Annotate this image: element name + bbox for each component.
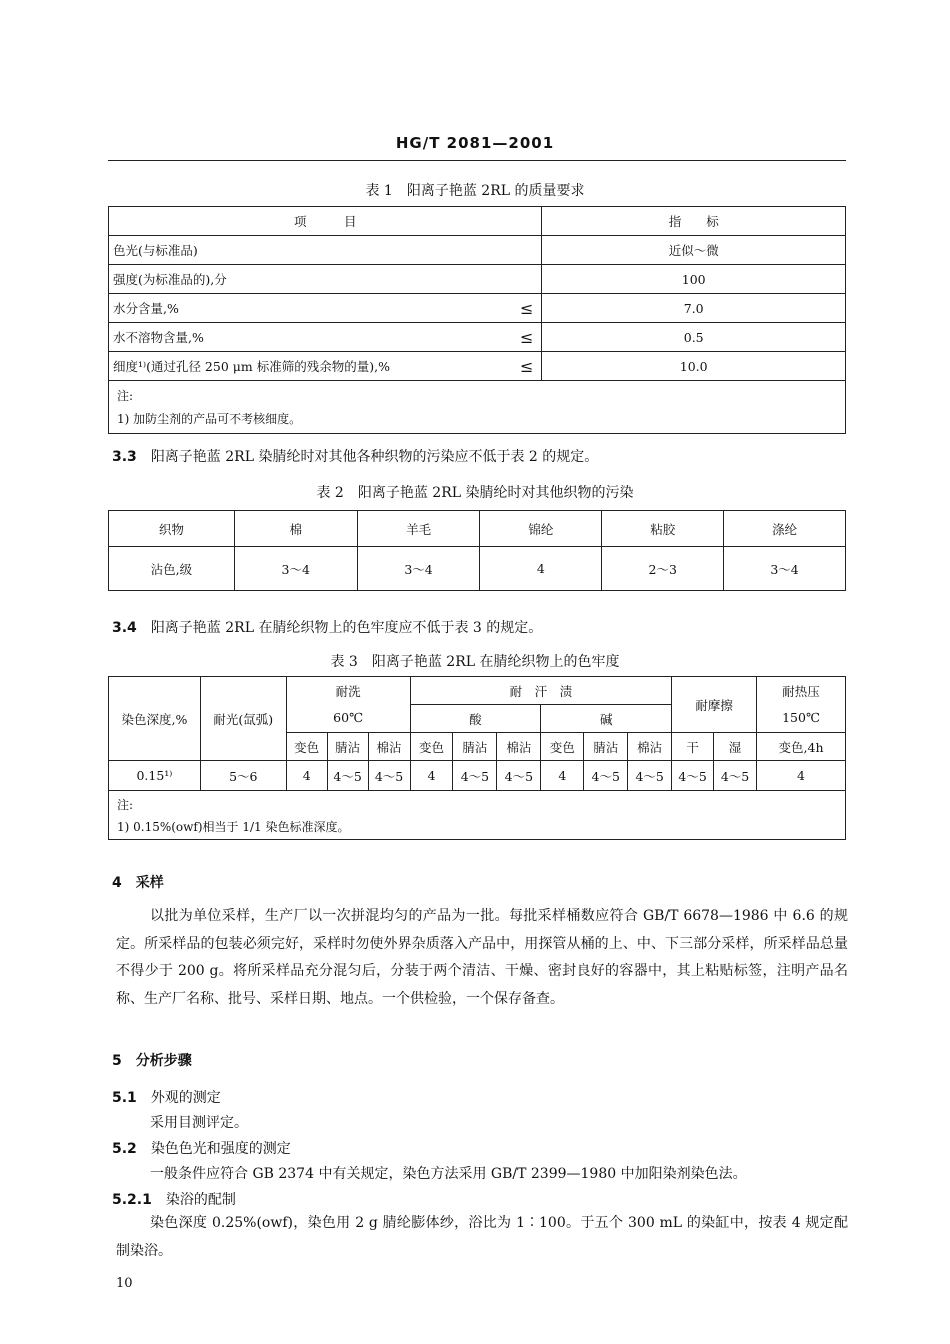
table-row — [109, 294, 846, 323]
table1-value: 7.0 — [542, 294, 846, 323]
table3: 染色深度,% 耐光(氙弧) 耐洗 60℃ 耐 汗 渍 耐摩擦 耐热压 150℃ 酸 碱 变色 腈沾 棉沾 变色 腈沾 棉沾 变色 腈沾 棉沾 干 湿 变色,4h 0.15¹⁾ 5～6 4 4～5 4～5 4 4～5 4～5 4 4～5 4～5 4～5 4～5 4 注: 1) 0.15%(owf)相当于 1/1 染色标准深度。 — [108, 676, 846, 840]
le-sign: ≤ — [520, 328, 534, 347]
section-4-paragraph: 以批为单位采样，生产厂以一次拼混均匀的产品为一批。每批采样桶数应符合 GB/T 6678—1986 中 6.6 的规定。所采样品的包装必须完好，采样时勿使外界杂质落入产品中，用探管从桶的上、中、下三部分采样，所采样品总量不得少于 200 g。将所采样品充分混匀后，分装于两个清洁、干燥、密封良好的容器中，其上粘贴标签，注明产品名称、生产厂名称、批号、采样日期、地点。一个供检验，一个保存备查。 — [116, 908, 848, 1007]
table-row — [109, 236, 846, 265]
table1-item: 色光(与标准品) — [113, 243, 198, 258]
table1-value: 100 — [542, 265, 846, 294]
section-3-4: 3.4 阳离子艳蓝 2RL 在腈纶织物上的色牢度应不低于表 3 的规定。 — [112, 620, 543, 636]
section-3-3: 3.3 阳离子艳蓝 2RL 染腈纶时对其他各种织物的污染应不低于表 2 的规定。 — [112, 449, 599, 465]
section-5: 5 分析步骤 — [112, 1053, 192, 1069]
table1-value: 10.0 — [542, 352, 846, 381]
section-4: 4 采样 — [112, 875, 164, 891]
table1-header-item: 项 目 — [109, 207, 542, 236]
section-5-2-1: 5.2.1 染浴的配制 — [112, 1192, 236, 1208]
table1-note: 注: 1) 加防尘剂的产品可不考核细度。 — [109, 381, 846, 434]
section-5-2: 5.2 染色色光和强度的测定 — [112, 1141, 291, 1157]
section-5-2-1-paragraph: 染色深度 0.25%(owf)，染色用 2 g 腈纶膨体纱，浴比为 1∶100。于五个 300 mL 的染缸中，按表 4 规定配制染浴。 — [116, 1215, 848, 1259]
table1-item: 水不溶物含量,% — [113, 330, 204, 345]
table-row — [109, 352, 846, 381]
table1-item: 细度¹⁾(通过孔径 250 μm 标准筛的残余物的量),% — [113, 359, 390, 374]
table2: 织物 棉 羊毛 锦纶 粘胶 涤纶 沾色,级 3～4 3～4 4 2～3 3～4 — [108, 510, 846, 591]
section-5-1-body: 采用目测评定。 — [150, 1115, 248, 1131]
le-sign: ≤ — [520, 299, 534, 318]
table-row — [109, 265, 846, 294]
table3-caption: 表 3 阳离子艳蓝 2RL 在腈纶织物上的色牢度 — [330, 654, 620, 670]
table3-note: 注: 1) 0.15%(owf)相当于 1/1 染色标准深度。 — [109, 791, 846, 840]
table1-item: 强度(为标准品的),分 — [113, 272, 227, 287]
section-5-1: 5.1 外观的测定 — [112, 1090, 221, 1106]
page-number: 10 — [116, 1276, 133, 1291]
table1 — [108, 206, 846, 434]
table1-header-index: 指 标 — [542, 207, 846, 236]
header-rule — [108, 160, 846, 161]
standard-header: HG/T 2081—2001 — [395, 134, 555, 152]
table1-caption: 表 1 阳离子艳蓝 2RL 的质量要求 — [365, 183, 585, 199]
table2-caption: 表 2 阳离子艳蓝 2RL 染腈纶时对其他织物的污染 — [316, 485, 634, 501]
section-5-2-body: 一般条件应符合 GB 2374 中有关规定，染色方法采用 GB/T 2399—1980 中加阳染剂染色法。 — [150, 1166, 747, 1182]
table-row: 沾色,级 3～4 3～4 4 2～3 3～4 — [109, 547, 846, 591]
table-row: 0.15¹⁾ 5～6 4 4～5 4～5 4 4～5 4～5 4 4～5 4～5 4～5 4～5 4 — [109, 761, 846, 791]
table-row — [109, 323, 846, 352]
le-sign: ≤ — [520, 357, 534, 376]
table1-item: 水分含量,% — [113, 301, 179, 316]
table1-value: 0.5 — [542, 323, 846, 352]
table1-value: 近似～微 — [542, 236, 846, 265]
